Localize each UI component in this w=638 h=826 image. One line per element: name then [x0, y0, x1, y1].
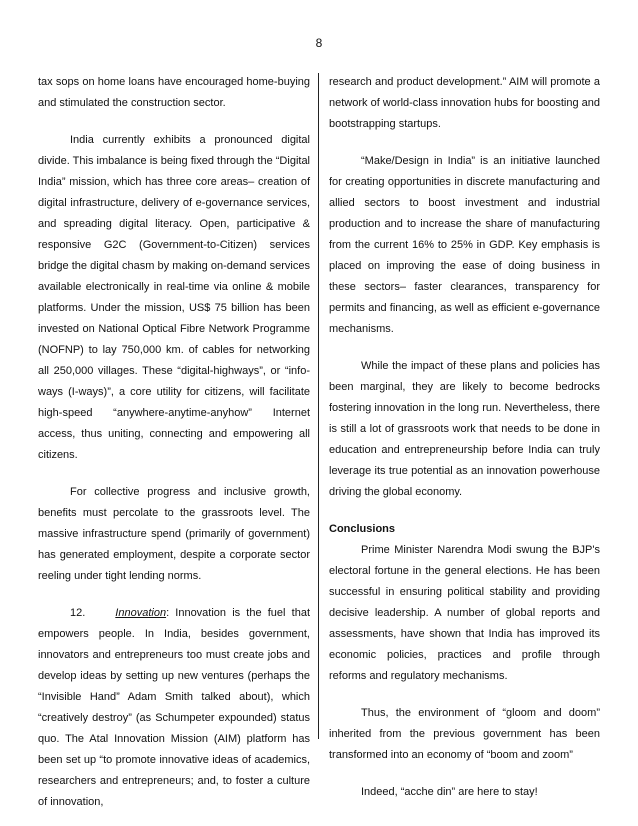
- right-paragraph-gloom-doom: Thus, the environment of “gloom and doom” inherited from the previous government has been transformed into an economy of “boom and zoom”: [329, 707, 600, 761]
- column-divider: [318, 73, 319, 739]
- left-column: [38, 72, 310, 813]
- page-number: 8: [315, 36, 323, 50]
- right-paragraph-make-in-india: “Make/Design in India” is an initiative launched for creating opportunities in discrete manufacturing and allied sectors to boost investment and industrial production and to increase the share of manufacturing from the current 16% to 25% in GDP. Key emphasis is placed on improving the ease of doing business in these sectors– faster clearances, transparency for permits and financing, as well as efficient e-governance mechanisms.: [329, 155, 600, 335]
- right-column: [329, 72, 600, 803]
- right-paragraph-modi: Prime Minister Narendra Modi swung the BJP's electoral fortune in the general elections. He has been successful in ensuring political stability and providing decisive leadership. A number of global reports and assessments, have shown that India has improved its economic policies, practices and profile through reforms and regulatory mechanisms.: [329, 544, 600, 682]
- innovation-term: Innovation: [115, 607, 167, 619]
- left-paragraph-1: tax sops on home loans have encouraged home-buying and stimulated the construction sector.: [38, 76, 310, 109]
- left-paragraph-digital-divide: India currently exhibits a pronounced digital divide. This imbalance is being fixed through the “Digital India” mission, which has three core areas– creation of digital infrastructure, delivery of e-governance services, and spreading digital literacy. Open, participative & responsive G2C (Government-to-Citizen) services bridge the digital chasm by making on-demand services available electronically in real-time via online & mobile platforms. Under the mission, US$ 75 billion has been invested on National Optical Fibre Network Programme (NOFNP) to lay 750,000 km. of cables for networking all 250,000 villages. These “digital-highways”, or “info-ways (I-ways)”, a core utility for citizens, will facilitate high-speed “anywhere-anytime-anyhow” Internet access, thus uniting, connecting and empowering all citizens.: [38, 134, 310, 461]
- right-paragraph-1: research and product development.” AIM will promote a network of world-class innovation hubs for boosting and bootstrapping startups.: [329, 76, 600, 130]
- left-paragraph-inclusive-growth: For collective progress and inclusive growth, benefits must percolate to the grassroots level. The massive infrastructure spend (primarily of government) has generated employment, despite a corporate sector reeling under tight lending norms.: [38, 486, 310, 582]
- left-paragraph-innovation: [38, 603, 310, 813]
- right-paragraph-impact: While the impact of these plans and policies has been marginal, they are likely to become bedrocks fostering innovation in the long run. Nevertheless, there is still a lot of grassroots work that needs to be done in education and entrepreneurship before India can truly leverage its true potential as an innovation powerhouse driving the global economy.: [329, 360, 600, 498]
- section-number: 12.: [70, 607, 86, 619]
- right-paragraph-acche-din: Indeed, “acche din” are here to stay!: [361, 786, 538, 798]
- innovation-text: : Innovation is the fuel that empowers people. In India, besides government, innovators and entrepreneurs too must create jobs and develop ideas by setting up new ventures (perhaps the “Invisible Hand” Adam Smith talked about), which “creatively destroy” (as Schumpeter expounded) status quo. The Atal Innovation Mission (AIM) platform has been set up “to promote innovative ideas of academics, researchers and entrepreneurs; and, to foster a culture of innovation,: [38, 607, 310, 808]
- conclusions-heading: Conclusions: [329, 523, 396, 535]
